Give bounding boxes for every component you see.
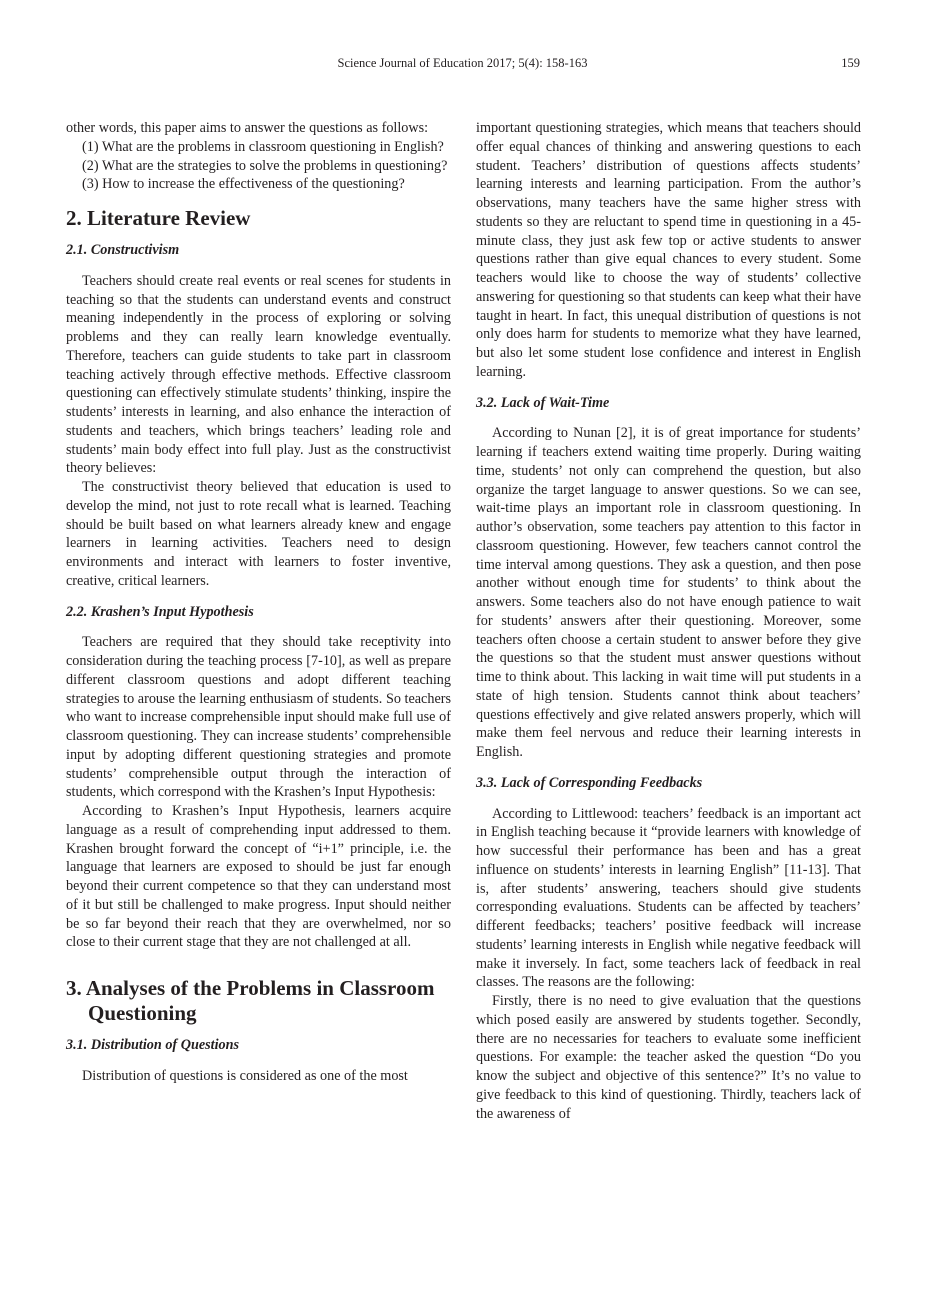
section-2-heading: 2. Literature Review: [66, 206, 251, 230]
krashen-quote: According to Krashen’s Input Hypothesis, learners acquire language as a result of comprehending input addressed to them. Krashen brought forward the concept of “i+1” principle, i.e. the language that learners are exposed to should be just far enough beyond their current competence so that they can understand most of it but still be challenged to make progress. Input should neither be so far beyond their reach that they are overwhelmed, nor so close to their current stage that they are not challenged at all.: [66, 803, 451, 951]
research-question-1: (1) What are the problems in classroom questioning in English?: [82, 138, 444, 155]
section-3-heading: 3. Analyses of the Problems in Classroom Questioning: [66, 976, 435, 1025]
section-3-1-heading: 3.1. Distribution of Questions: [66, 1037, 240, 1053]
left-column: [66, 119, 451, 1086]
distribution-paragraph-continued: important questioning strategies, which means that teachers should offer equal chances of thinking and answering questions to each student. Teachers’ distribution of questions affects students’ learning interests and learning participation. From the author’s observations, many teachers have the same higher stress with students so they are reluctant to spend time in questioning in a 45-minute class, they just ask few top or active students to answer questions rather than give equal chances to every student. Some teachers would like to choose the way of students’ collective answering for questioning so that students can keep what their have taught in heart. In fact, this unequal distribution of questions is not only does harm for students to memorize what they have learned, but also let some student lose confidence and interest in English learning.: [476, 120, 861, 380]
research-question-2: (2) What are the strategies to solve the problems in questioning?: [82, 157, 448, 174]
feedback-paragraph-2: Firstly, there is no need to give evaluation that the questions which posed easily are answered by students together. Secondly, there are no necessaries for teachers to evaluate some inefficient questions. For example: the teacher asked the question “Do you know the subject and objective of this sentence?” It’s no value to give feedback to this kind of questioning. Thirdly, teachers lack of the awareness of: [476, 993, 861, 1122]
intro-paragraph: other words, this paper aims to answer the questions as follows:: [66, 120, 429, 136]
constructivism-paragraph-1: Teachers should create real events or real scenes for students in teaching so that the students can understand events and construct meaning independently in the process of exploring or solving problems and they can really learn knowledge eventually. Therefore, teachers can guide students to take part in classroom teaching actively through effective methods. Effective classroom questioning can effectively stimulate students’ thinking, inspire the students’ interests in learning, and also enhance the interaction of students and teachers, which brings teachers’ leading role and students’ main body effect into full play. Just as the constructivist theory believes:: [66, 272, 451, 477]
section-3-3-heading: 3.3. Lack of Corresponding Feedbacks: [476, 774, 703, 791]
research-question-3: (3) How to increase the effectiveness of the questioning?: [82, 176, 405, 193]
krashen-paragraph-1: Teachers are required that they should take receptivity into consideration during the teaching process [7-10], as well as prepare different classroom questions and adopt different teaching strategies to arouse the learning enthusiasm of students. So teachers who want to increase comprehensible input should make full use of classroom questioning. They can increase students’ comprehensible input by adopting different questioning strategies and promote students’ comprehensible output through the interaction of students, which correspond with the Krashen’s Input Hypothesis:: [66, 634, 451, 801]
feedback-paragraph-1: According to Littlewood: teachers’ feedback is an important act in English teaching because it “provide learners with knowledge of how successful their performance has been and has a great influence on students’ interests in learning English” [11-13]. That is, after students’ answering, teachers should give students corresponding evaluations. Students can be affected by teachers’ different feedbacks; teachers’ positive feedback will increase students’ learning interests in English while negative feedback will make it inversely. In fact, some teachers lack of feedback in real classes. The reasons are the following:: [476, 805, 861, 991]
constructivism-quote: The constructivist theory believed that education is used to develop the mind, not just to rote recall what is learned. Teaching should be built based on what learners already knew and engage learners in learning activities. Teachers need to design environments and interact with learners to foster inventive, creative, critical learners.: [66, 479, 451, 589]
section-3-2-heading: 3.2. Lack of Wait-Time: [476, 394, 610, 411]
right-column: [476, 119, 861, 1123]
distribution-paragraph-start: Distribution of questions is considered as one of the most: [82, 1067, 408, 1084]
section-2-2-heading: 2.2. Krashen’s Input Hypothesis: [66, 603, 254, 620]
page-number: 159: [841, 56, 860, 70]
wait-time-paragraph: According to Nunan [2], it is of great importance for students’ learning if teachers extend waiting time properly. During waiting time, students’ not only can comprehend the question, but also organize the target language to answer questions. So we can see, wait-time plays an important role in classroom questioning. In author’s observation, some teachers pay attention to this factor in classroom questioning. However, few teachers cannot control the time interval among questions. They ask a question, and then pose another without enough time for students’ to think about the answers. Some teachers also do not have enough patience to wait for students’ answers after their questioning. Moreover, some teachers often choose a certain student to answer before they give the questions so that the student must answer questions without time to think about. This lacking in wait time will put students in a state of high tension. Students cannot think about teachers’ questions effectively and give related answers properly, which will make them feel nervous and reduce their learning interests in English.: [476, 425, 861, 760]
journal-citation: Science Journal of Education 2017; 5(4): 158-163: [337, 56, 588, 70]
section-2-1-heading: 2.1. Constructivism: [66, 242, 180, 258]
running-header: [0, 55, 925, 75]
